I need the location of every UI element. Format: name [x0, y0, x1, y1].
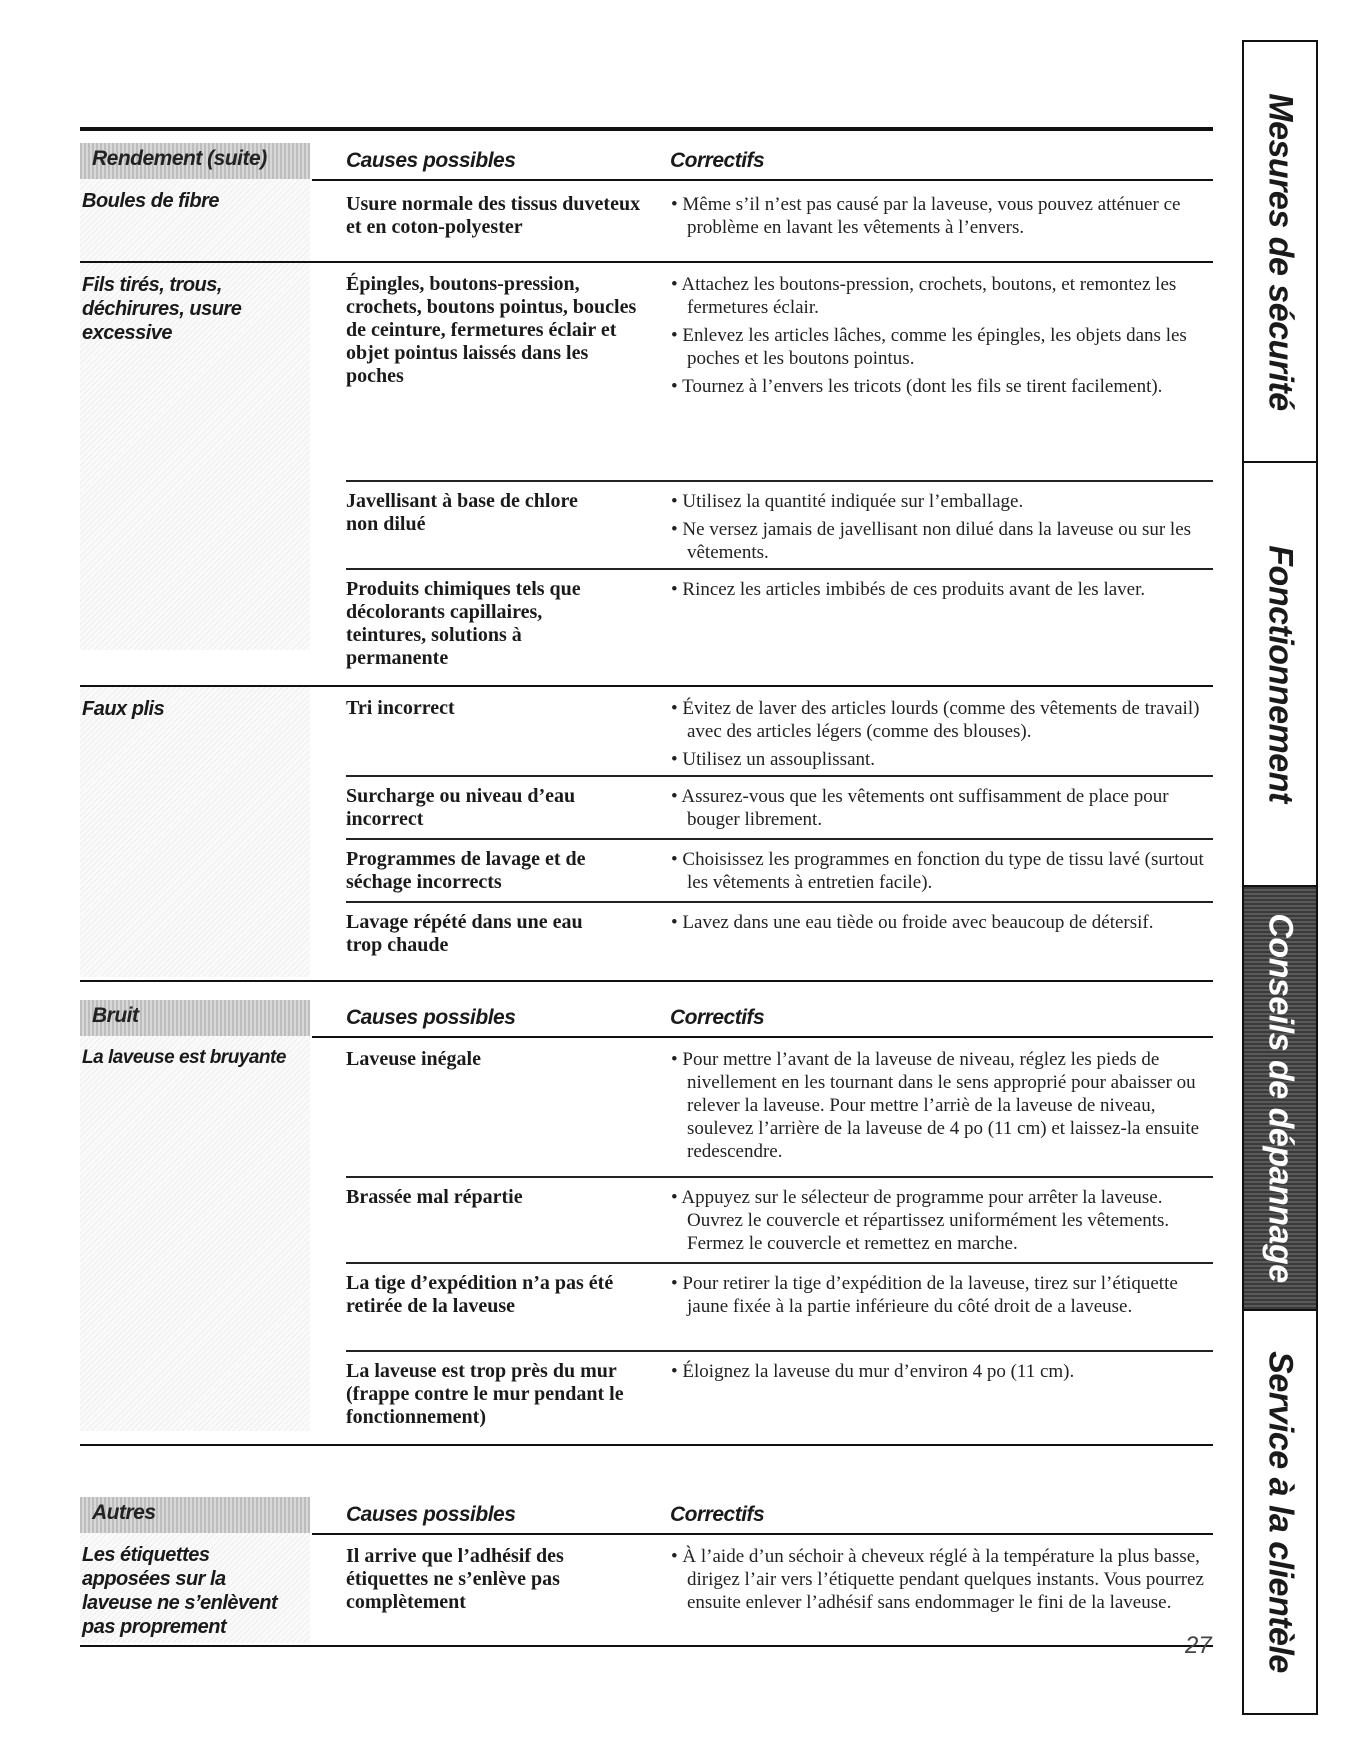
- fix-item: • Même s’il n’est pas causé par la laveuse, vous pouvez atténuer ce problème en lavant les vêtements à l’envers.: [671, 193, 1213, 239]
- row-divider: [346, 480, 1213, 482]
- cause-text: Lavage répété dans une eau trop chaude: [346, 911, 583, 956]
- fix-list: [671, 697, 1213, 776]
- section-sidebar: [1242, 40, 1318, 1715]
- cause-text: Usure normale des tissus duveteux et en coton-polyester: [346, 193, 641, 238]
- section-header: [80, 1497, 1213, 1533]
- fix-column-header: Correctifs: [670, 149, 765, 172]
- problem-label: Faux plis: [82, 698, 165, 720]
- fix-list: [671, 1360, 1213, 1388]
- cause-text: Brassée mal répartie: [346, 1186, 523, 1208]
- section-end-rule: [80, 1645, 1213, 1647]
- cause-text: Javellisant à base de chlore non dilué: [346, 490, 578, 535]
- section-title-box: [80, 143, 310, 179]
- problem-label: La laveuse est bruyante: [82, 1047, 286, 1068]
- causes-column-header: Causes possibles: [346, 1503, 516, 1526]
- fix-item: • Tournez à l’envers les tricots (dont les fils se tirent facilement).: [671, 375, 1213, 398]
- fix-item: • Pour retirer la tige d’expédition de la laveuse, tirez sur l’étiquette jaune fixée à la partie inférieure du côté droit de a laveuse.: [671, 1272, 1213, 1318]
- row-divider: [346, 1350, 1213, 1352]
- tab-label: Conseils de dépannage: [1261, 913, 1300, 1283]
- cause-text: Surcharge ou niveau d’eau incorrect: [346, 785, 576, 830]
- fix-item: • Appuyez sur le sélecteur de programme pour arrêter la laveuse. Ouvrez le couvercle et répartissez uniformément les vêtements. Fermez le couvercle et remettez en marche.: [671, 1186, 1213, 1255]
- problem-boules-de-fibre: [80, 179, 310, 261]
- cause-text: La laveuse est trop près du mur (frappe contre le mur pendant le fonctionnement): [346, 1360, 624, 1428]
- cause-text: Tri incorrect: [346, 697, 455, 719]
- fix-list: [671, 1272, 1213, 1323]
- section-title: Bruit: [92, 1004, 139, 1027]
- section-body: [80, 179, 1213, 989]
- cause-text: Il arrive que l’adhésif des étiquettes ne s’enlève pas complètement: [346, 1545, 564, 1613]
- fix-item: • Enlevez les articles lâches, comme les épingles, les objets dans les poches et les boutons pointus.: [671, 324, 1213, 370]
- fix-item: • Évitez de laver des articles lourds (comme des vêtements de travail) avec des articles légers (comme des blouses).: [671, 697, 1213, 743]
- section-title-box: [80, 1000, 310, 1036]
- row-divider: [346, 775, 1213, 777]
- fix-item: • À l’aide d’un séchoir à cheveux réglé à la température la plus basse, dirigez l’air vers l’étiquette pendant quelques instants. Vous pourrez ensuite enlever l’adhésif sans endommager le fini de la laveuse.: [671, 1545, 1213, 1614]
- problem-fils-tires: [80, 263, 310, 650]
- fix-list: [671, 848, 1213, 899]
- cause-text: Produits chimiques tels que décolorants capillaires, teintures, solutions à permanente: [346, 578, 581, 669]
- section-header: [80, 143, 1213, 179]
- tab-mesures-de-securite[interactable]: [1244, 42, 1316, 463]
- causes-column-header: Causes possibles: [346, 149, 516, 172]
- fix-item: • Attachez les boutons-pression, crochets, boutons, et remontez les fermetures éclair.: [671, 273, 1213, 319]
- row-divider: [346, 1176, 1213, 1178]
- fix-item: • Pour mettre l’avant de la laveuse de niveau, réglez les pieds de nivellement en les tournant dans le sens approprié pour abaisser ou relever la laveuse. Pour mettre l’arriè de la laveuse de niveau, soulevez l’arrière de la laveuse de 4 po (11 cm) et laissez-la ensuite redescendre.: [671, 1048, 1213, 1163]
- fix-list: [671, 1186, 1213, 1260]
- fix-list: [671, 1048, 1213, 1168]
- top-rule: [80, 127, 1213, 131]
- section-autres: [80, 1497, 1213, 1653]
- fix-list: [671, 911, 1213, 939]
- section-header: [80, 1000, 1213, 1036]
- section-title-box: [80, 1497, 310, 1533]
- fix-item: • Utilisez la quantité indiquée sur l’emballage.: [671, 490, 1213, 513]
- problem-label: Boules de fibre: [82, 190, 219, 212]
- problem-etiquettes: [80, 1533, 310, 1643]
- page-number: 27: [1185, 1632, 1212, 1659]
- section-end-rule: [80, 980, 1213, 982]
- fix-list: [671, 193, 1213, 244]
- cause-text: La tige d’expédition n’a pas été retirée de la laveuse: [346, 1272, 614, 1317]
- problem-laveuse-bruyante: [80, 1036, 310, 1431]
- fix-list: [671, 273, 1213, 403]
- section-title: Autres: [92, 1501, 156, 1524]
- fix-item: • Lavez dans une eau tiède ou froide avec beaucoup de détersif.: [671, 911, 1213, 934]
- tab-service-a-la-clientele[interactable]: [1244, 1311, 1316, 1713]
- problem-label: Fils tirés, trous, déchirures, usure excessive: [82, 274, 242, 344]
- tab-label: Mesures de sécurité: [1261, 92, 1300, 411]
- row-divider: [346, 901, 1213, 903]
- row-divider: [346, 568, 1213, 570]
- section-body: [80, 1533, 1213, 1653]
- causes-column-header: Causes possibles: [346, 1006, 516, 1029]
- fix-item: • Ne versez jamais de javellisant non dilué dans la laveuse ou sur les vêtements.: [671, 518, 1213, 564]
- row-divider: [346, 838, 1213, 840]
- problem-label: Les étiquettes apposées sur la laveuse ne s’enlèvent pas proprement: [82, 1544, 278, 1638]
- section-end-rule: [80, 1444, 1213, 1446]
- fix-list: [671, 490, 1213, 569]
- section-body: [80, 1036, 1213, 1446]
- fix-column-header: Correctifs: [670, 1006, 765, 1029]
- fix-list: [671, 1545, 1213, 1619]
- fix-item: • Choisissez les programmes en fonction du type de tissu lavé (surtout les vêtements à entretien facile).: [671, 848, 1213, 894]
- cause-text: Épingles, boutons-pression, crochets, boutons pointus, boucles de ceinture, fermetures éclair et objet pointus laissés dans les poches: [346, 273, 637, 387]
- section-title: Rendement (suite): [92, 147, 267, 170]
- fix-item: • Éloignez la laveuse du mur d’environ 4 po (11 cm).: [671, 1360, 1213, 1383]
- fix-list: [671, 785, 1213, 836]
- row-divider: [346, 1262, 1213, 1264]
- section-rendement: [80, 143, 1213, 989]
- problem-faux-plis: [80, 687, 310, 977]
- fix-item: • Rincez les articles imbibés de ces produits avant de les laver.: [671, 578, 1213, 601]
- cause-text: Programmes de lavage et de séchage incorrects: [346, 848, 586, 893]
- tab-conseils-de-depannage[interactable]: [1244, 887, 1316, 1311]
- fix-list: [671, 578, 1213, 606]
- tab-label: Fonctionnement: [1261, 545, 1300, 803]
- fix-item: • Utilisez un assouplissant.: [671, 748, 1213, 771]
- fix-column-header: Correctifs: [670, 1503, 765, 1526]
- tab-label: Service à la clientèle: [1261, 1351, 1300, 1673]
- section-bruit: [80, 1000, 1213, 1446]
- fix-item: • Assurez-vous que les vêtements ont suffisamment de place pour bouger librement.: [671, 785, 1213, 831]
- cause-text: Laveuse inégale: [346, 1048, 481, 1070]
- tab-fonctionnement[interactable]: [1244, 463, 1316, 887]
